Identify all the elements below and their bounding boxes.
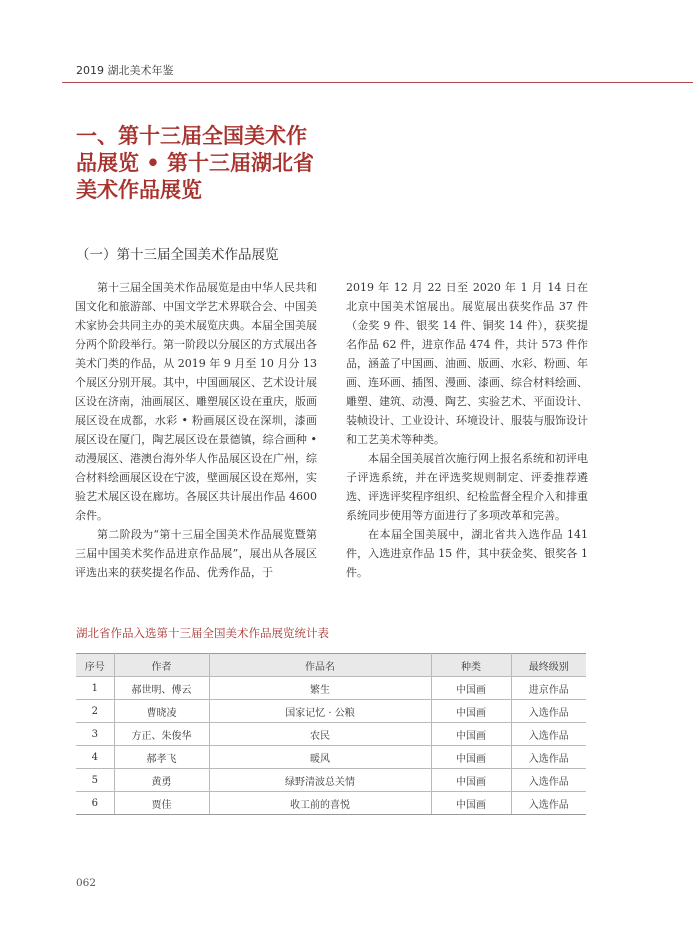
cell-title: 收工前的喜悦 xyxy=(209,792,431,815)
cell-level: 入选作品 xyxy=(511,769,586,792)
cell-category: 中国画 xyxy=(431,700,511,723)
section-title-line: 美术作品展览 xyxy=(76,178,202,202)
cell-index: 6 xyxy=(76,792,114,815)
cell-author: 黄勇 xyxy=(114,769,209,792)
cell-category: 中国画 xyxy=(431,769,511,792)
body-paragraph: 本届全国美展首次施行网上报名系统和初评电子评选系统，并在评选奖规则制定、评委推荐遴选、评选评奖程序组织、纪检监督全程介入和排重系统同步使用等方面进行了多项改革和完善。 xyxy=(346,452,588,522)
subsection-title: （一）第十三届全国美术作品展览 xyxy=(76,247,279,263)
cell-index: 1 xyxy=(76,677,114,700)
header-cell-level: 最终级别 xyxy=(511,654,586,677)
body-paragraph: 2019 年 12 月 22 日至 2020 年 1 月 14 日在北京中国美术馆展出。展览展出获奖作品 37 件（金奖 9 件、银奖 14 件、铜奖 14 件），获奖提名作品 62 件，进京作品 474 件，共计 573 件作品，涵盖了中国画、油画、版画、水彩、粉画、年画、连环画、插图、漫画、漆画、综合材料绘画、雕塑、建筑、动漫、陶艺、实验艺术、平面设计、装帧设计、工业设计、环境设计、服装与服饰设计和工艺美术等种类。 xyxy=(346,281,588,446)
cell-level: 入选作品 xyxy=(511,700,586,723)
cell-level: 进京作品 xyxy=(511,677,586,700)
table-row xyxy=(76,746,586,769)
cell-category: 中国画 xyxy=(431,677,511,700)
section-title xyxy=(76,123,346,204)
cell-author: 方正、朱俊华 xyxy=(114,723,209,746)
section-title-line: 品展览 • 第十三届湖北省 xyxy=(76,151,315,175)
table-caption: 湖北省作品入选第十三届全国美术作品展览统计表 xyxy=(76,626,329,640)
header-cell-category: 种类 xyxy=(431,654,511,677)
page-number: 062 xyxy=(76,877,97,889)
cell-category: 中国画 xyxy=(431,723,511,746)
header-cell-author: 作者 xyxy=(114,654,209,677)
cell-index: 2 xyxy=(76,700,114,723)
table-row xyxy=(76,723,586,746)
cell-index: 5 xyxy=(76,769,114,792)
cell-index: 4 xyxy=(76,746,114,769)
table-row xyxy=(76,677,586,700)
header-cell-title: 作品名 xyxy=(209,654,431,677)
table-row xyxy=(76,700,586,723)
cell-title: 绿野清波总关情 xyxy=(209,769,431,792)
section-title-line: 一、第十三届全国美术作 xyxy=(76,124,307,148)
cell-category: 中国画 xyxy=(431,792,511,815)
cell-title: 繁生 xyxy=(209,677,431,700)
table-header-row xyxy=(76,654,586,677)
header-cell-index: 序号 xyxy=(76,654,114,677)
cell-category: 中国画 xyxy=(431,746,511,769)
cell-author: 郝孝飞 xyxy=(114,746,209,769)
running-header: 2019 湖北美术年鉴 xyxy=(76,64,174,77)
body-paragraph: 第二阶段为“第十三届全国美术作品展览暨第三届中国美术奖作品进京作品展”，展出从各展区评选出来的获奖提名作品、优秀作品，于 xyxy=(75,528,317,579)
table-row xyxy=(76,769,586,792)
body-column-right xyxy=(346,278,588,582)
body-column-left xyxy=(75,278,317,582)
cell-level: 入选作品 xyxy=(511,746,586,769)
stats-table xyxy=(76,653,586,815)
cell-author: 曹晓凌 xyxy=(114,700,209,723)
cell-index: 3 xyxy=(76,723,114,746)
body-paragraph: 第十三届全国美术作品展览是由中华人民共和国文化和旅游部、中国文学艺术界联合会、中国美术家协会共同主办的美术展览庆典。本届全国美展分两个阶段举行。第一阶段以分展区的方式展出各美术门类的作品，从 2019 年 9 月至 10 月分 13 个展区分别开展。其中，中国画展区、艺术设计展区设在济南，油画展区、雕塑展区设在重庆，版画展区设在成都，水彩 • 粉画展区设在深圳，漆画展区设在厦门，陶艺展区设在景德镇，综合画种 • 动漫展区、港澳台海外华人作品展区设在广州，综合材料绘画展区设在宁波，壁画展区设在郑州，实验艺术展区设在廊坊。各展区共计展出作品 4600 余件。 xyxy=(75,281,317,522)
cell-level: 入选作品 xyxy=(511,792,586,815)
header-rule xyxy=(62,82,693,83)
cell-author: 贾佳 xyxy=(114,792,209,815)
cell-level: 入选作品 xyxy=(511,723,586,746)
table-row xyxy=(76,792,586,815)
cell-title: 暖风 xyxy=(209,746,431,769)
cell-title: 国家记忆 · 公粮 xyxy=(209,700,431,723)
cell-title: 农民 xyxy=(209,723,431,746)
cell-author: 郝世明、傅云 xyxy=(114,677,209,700)
body-paragraph: 在本届全国美展中，湖北省共入选作品 141 件，入选进京作品 15 件，其中获金奖、银奖各 1 件。 xyxy=(346,528,588,579)
